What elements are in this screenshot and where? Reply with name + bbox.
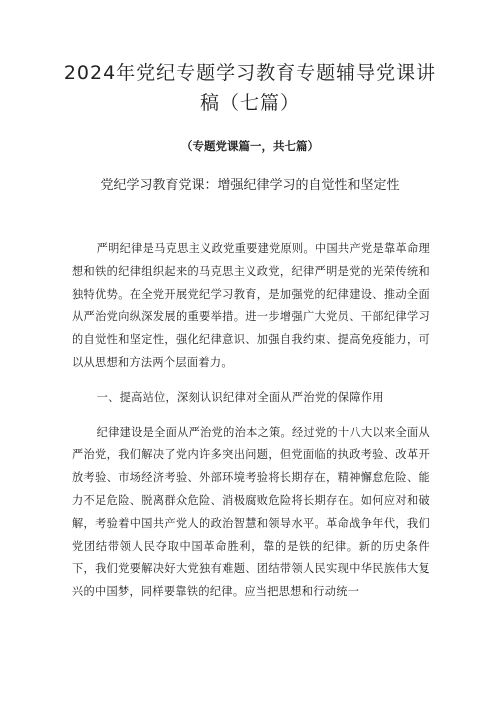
body-paragraph: 严明纪律是马克思主义政党重要建党原则。中国共产党是靠革命理想和铁的纪律组织起来的马克思主义政党，纪律严明是党的光荣传统和独特优势。在全党开展党纪学习教育，是加强党的纪律建设、推动全面从严治党向纵深发展的重要举措。进一步增强广大党员、干部纪律学习的自觉性和坚定性，强化纪律意识、加强自我约束、提高免疫能力，可以从思想和方法两个层面着力。 — [72, 242, 430, 369]
document-subtitle: （专题党课篇一，共七篇） — [181, 139, 319, 153]
body-paragraph: 纪律建设是全面从严治党的治本之策。经过党的十八大以来全面从严治党，我们解决了党内许多突出问题，但党面临的执政考验、改革开放考验、市场经济考验、外部环境考验将长期存在，精神懈怠危险、能力不足危险、脱离群众危险、消极腐败危险将长期存在。如何应对和破解，考验着中国共产党人的政治智慧和领导水平。革命战争年代，我们党团结带领人民夺取中国革命胜利，靠的是铁的纪律。新的历史条件下，我们党要解决好大党独有难题、团结带领人民实现中华民族伟大复兴的中国梦，同样要靠铁的纪律。应当把思想和行动统一 — [72, 425, 430, 599]
document-body — [72, 238, 430, 616]
section-heading: 党纪学习教育党课：增强纪律学习的自觉性和坚定性 — [100, 178, 400, 193]
document-title: 2024年党纪专题学习教育专题辅导党课讲稿（七篇） — [63, 62, 437, 114]
section-title: 一、提高站位，深刻认识纪律对全面从严治党的保障作用 — [96, 390, 384, 404]
